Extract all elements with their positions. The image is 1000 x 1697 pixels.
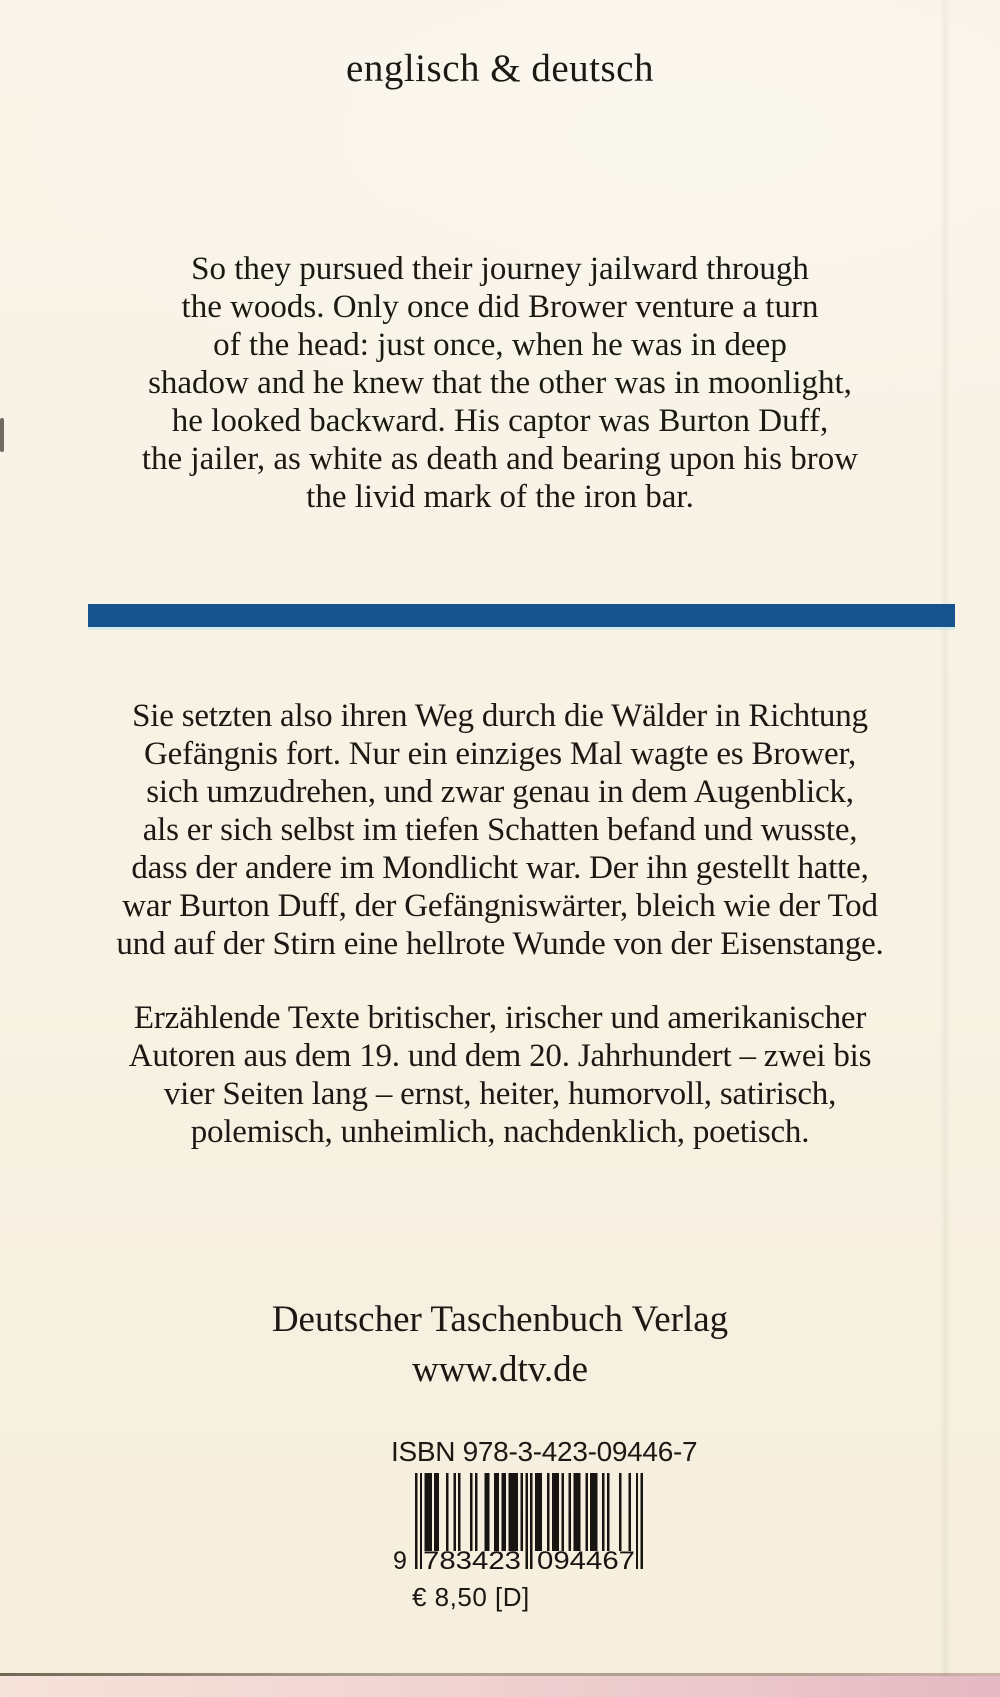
text-line: als er sich selbst im tiefen Schatten befand und wusste, xyxy=(142,812,858,848)
scan-edge-mark xyxy=(0,418,4,452)
page-edge-strip xyxy=(0,1676,1000,1697)
svg-text:9: 9 xyxy=(393,1547,407,1575)
text-line: sich umzudrehen, und zwar genau in dem Augenblick, xyxy=(146,774,854,810)
german-translation xyxy=(0,697,1000,963)
text-line: Gefängnis fort. Nur ein einziges Mal wagte es Brower, xyxy=(143,736,857,772)
text-line: polemisch, unheimlich, nachdenklich, poetisch. xyxy=(190,1114,810,1150)
divider-bar xyxy=(88,604,955,627)
series-blurb xyxy=(0,999,1000,1151)
text-line: Sie setzten also ihren Weg durch die Wälder in Richtung xyxy=(132,698,868,734)
text-line: he looked backward. His captor was Burton Duff, xyxy=(171,403,829,439)
ean13-barcode xyxy=(391,1473,643,1575)
text-line: of the head: just once, when he was in deep xyxy=(213,327,787,363)
text-line: the jailer, as white as death and bearing upon his brow xyxy=(141,441,859,477)
isbn-block xyxy=(391,1436,698,1613)
price-label: € 8,50 [D] xyxy=(412,1582,530,1612)
publisher-website: www.dtv.de xyxy=(411,1349,589,1390)
text-line: Autoren aus dem 19. und dem 20. Jahrhundert – zwei bis xyxy=(128,1038,872,1074)
text-line: So they pursued their journey jailward through xyxy=(191,251,809,287)
text-line: und auf der Stirn eine hellrote Wunde von der Eisenstange. xyxy=(116,926,884,962)
publisher-block xyxy=(0,1295,1000,1395)
text-line: the livid mark of the iron bar. xyxy=(306,479,694,515)
svg-text:094467: 094467 xyxy=(537,1547,635,1575)
text-line: vier Seiten lang – ernst, heiter, humorvoll, satirisch, xyxy=(163,1076,837,1112)
text-line: Erzählende Texte britischer, irischer und amerikanischer xyxy=(133,1000,867,1036)
isbn-label: ISBN 978-3-423-09446-7 xyxy=(391,1436,698,1467)
svg-text:783423: 783423 xyxy=(423,1547,521,1575)
edition-label: englisch & deutsch xyxy=(346,47,654,90)
publisher-name: Deutscher Taschenbuch Verlag xyxy=(271,1299,729,1340)
text-line: war Burton Duff, der Gefängniswärter, bleich wie der Tod xyxy=(122,888,878,924)
divider-fringe xyxy=(88,627,955,630)
text-line: the woods. Only once did Brower venture a turn xyxy=(181,289,819,325)
text-line: dass der andere im Mondlicht war. Der ihn gestellt hatte, xyxy=(131,850,869,886)
english-excerpt xyxy=(0,250,1000,516)
text-line: shadow and he knew that the other was in moonlight, xyxy=(148,365,852,401)
